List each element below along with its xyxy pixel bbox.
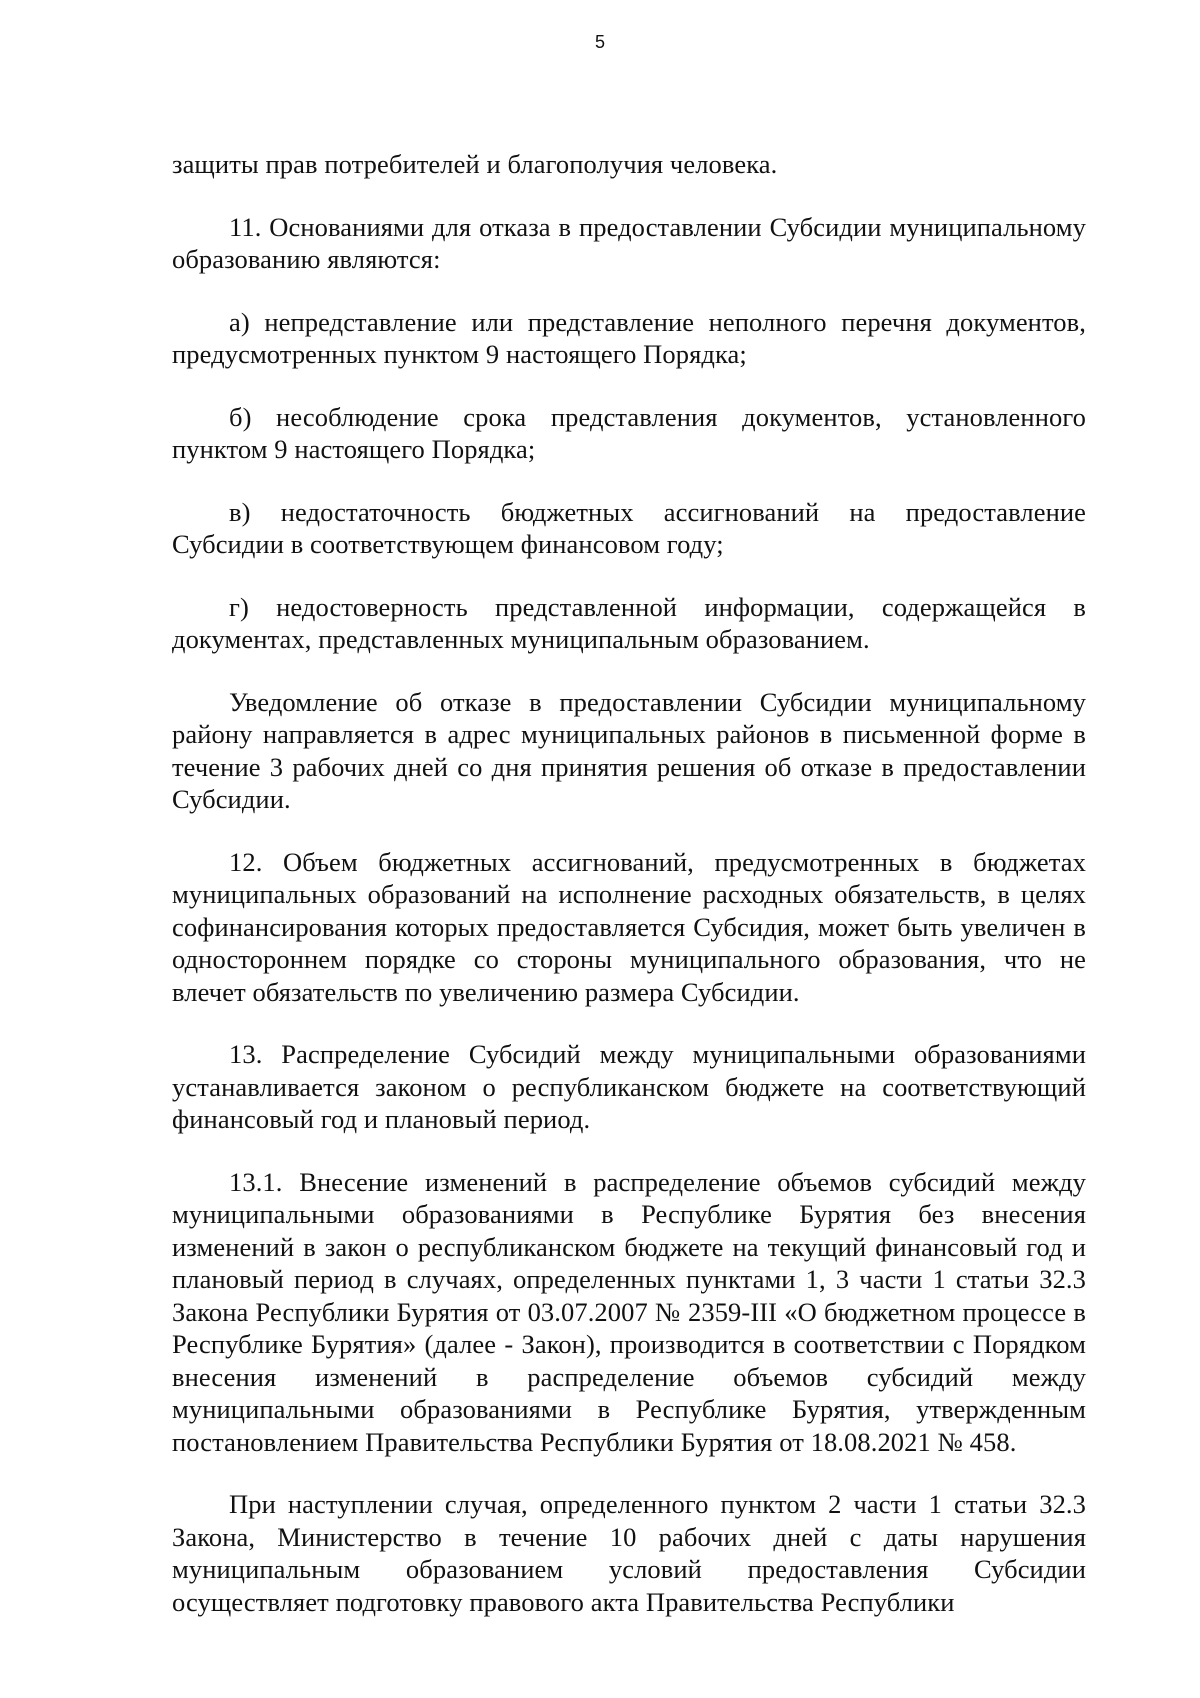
page-number: 5 [594,32,605,52]
paragraph-12: 12. Объем бюджетных ассигнований, предусмотренных в бюджетах муниципальных образований на исполнение расходных обязательств, в целях софинансирования которых предоставляется Субсидия, может быть увеличен в одностороннем порядке со стороны муниципального образования, что не влечет обязательств по увеличению размера Субсидии. [172,846,1086,1007]
paragraph-11-a: а) непредставление или представление неполного перечня документов, предусмотренных пунктом 9 настоящего Порядка; [172,306,1086,369]
paragraph-continuation: защиты прав потребителей и благополучия человека. [172,149,778,179]
document-body [172,148,1086,1648]
paragraph-13-1: 13.1. Внесение изменений в распределение объемов субсидий между муниципальными образованиями в Республике Бурятия без внесения изменений в закон о республиканском бюджете на текущий финансовый год и плановый период в случаях, определенных пунктами 1, 3 части 1 статьи 32.3 Закона Республики Бурятия от 03.07.2007 № 2359-III «О бюджетном процессе в Республике Бурятия» (далее - Закон), производится в соответствии с Порядком внесения изменений в распределение объемов субсидий между муниципальными образованиями в Республике Бурятия, утвержденным постановлением Правительства Республики Бурятия от 18.08.2021 № 458. [172,1166,1086,1457]
paragraph-refusal-notice: Уведомление об отказе в предоставлении Субсидии муниципальному району направляется в адрес муниципальных районов в письменной форме в течение 3 рабочих дней со дня принятия решения об отказе в предоставлении Субсидии. [172,686,1086,814]
paragraph-11-g: г) недостоверность представленной информации, содержащейся в документах, представленных муниципальным образованием. [172,591,1086,654]
paragraph-13: 13. Распределение Субсидий между муниципальными образованиями устанавливается законом о республиканском бюджете на соответствующий финансовый год и плановый период. [172,1039,1086,1134]
paragraph-11-v: в) недостаточность бюджетных ассигнований на предоставление Субсидии в соответствующем финансовом году; [172,496,1086,559]
paragraph-11: 11. Основаниями для отказа в предоставлении Субсидии муниципальному образованию являются: [172,211,1086,274]
paragraph-11-b: б) несоблюдение срока представления документов, установленного пунктом 9 настоящего Порядка; [172,401,1086,464]
paragraph-case-2: При наступлении случая, определенного пунктом 2 части 1 статьи 32.3 Закона, Министерство в течение 10 рабочих дней с даты нарушения муниципальным образованием условий предоставления Субсидии осуществляет подготовку правового акта Правительства Республики [172,1489,1086,1617]
